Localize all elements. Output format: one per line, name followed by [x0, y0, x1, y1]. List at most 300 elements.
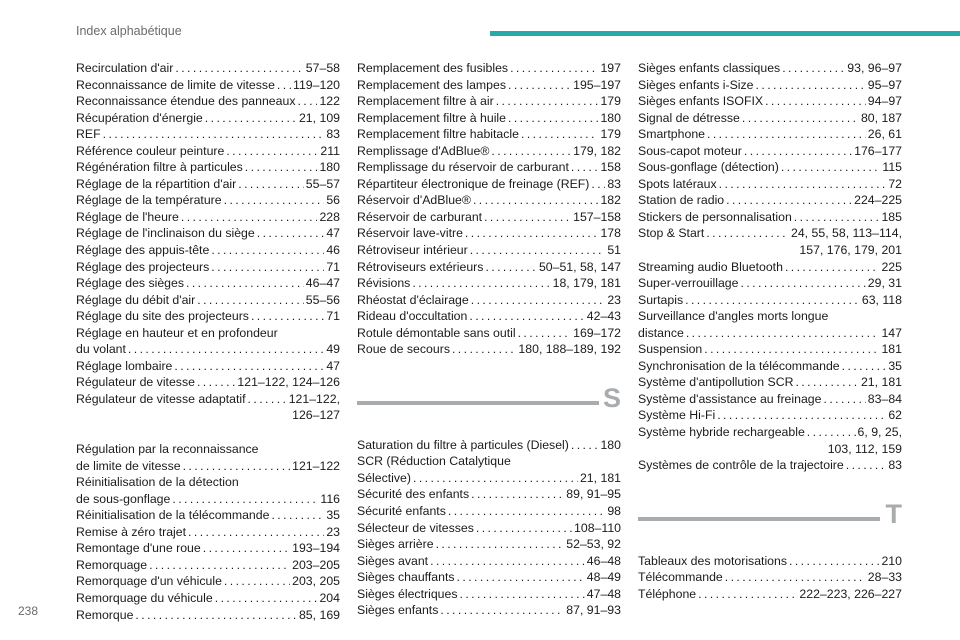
page-number: 238	[18, 604, 39, 618]
index-entry	[357, 77, 621, 94]
index-entry-line	[357, 586, 621, 603]
index-entry-line	[76, 126, 340, 143]
page-reference: 211	[320, 143, 340, 158]
index-entry	[357, 520, 621, 537]
index-term: Sièges enfants ISOFIX	[638, 94, 764, 109]
index-term: Réservoir de carburant	[357, 209, 483, 224]
index-term: Rétroviseurs extérieurs	[357, 259, 484, 274]
index-term: Smartphone	[638, 127, 705, 142]
index-entry	[357, 110, 621, 127]
index-entry	[638, 126, 902, 143]
index-entry-line	[638, 209, 902, 226]
dot-leader	[436, 536, 565, 553]
index-entry	[76, 374, 340, 391]
index-entry-line	[638, 77, 902, 94]
index-entry-line	[76, 391, 340, 408]
index-column-1	[76, 60, 340, 623]
index-entry-line	[357, 225, 621, 242]
dot-leader	[717, 407, 886, 424]
dot-leader	[571, 159, 599, 176]
dot-leader	[685, 292, 860, 309]
index-entry-line	[357, 209, 621, 226]
page-reference: 52–53, 92	[566, 537, 621, 552]
index-term: de limite de vitesse	[76, 458, 181, 473]
index-entry	[638, 308, 902, 341]
dot-leader	[226, 143, 318, 160]
index-entry	[357, 486, 621, 503]
index-term: Système hybride rechargeable	[638, 425, 805, 440]
index-term: Remplissage d'AdBlue®	[357, 143, 490, 158]
index-entry	[76, 143, 340, 160]
index-term: Signal de détresse	[638, 110, 740, 125]
index-entry-line	[76, 590, 340, 607]
section-rule	[638, 517, 880, 521]
index-entry-line	[76, 557, 340, 574]
index-term: Régulateur de vitesse	[76, 375, 195, 390]
index-entry	[357, 292, 621, 309]
index-term: Télécommande	[638, 570, 723, 585]
dot-leader	[785, 259, 880, 276]
page-reference: 179	[600, 94, 621, 109]
dot-leader	[485, 259, 537, 276]
index-entry	[638, 391, 902, 408]
index-term: Rétroviseur intérieur	[357, 243, 468, 258]
index-term: distance	[638, 325, 684, 340]
page-reference: 42–43	[586, 309, 621, 324]
page-reference: 23	[607, 292, 621, 307]
index-term: Réservoir lave-vitre	[357, 226, 463, 241]
index-entry	[638, 143, 902, 160]
page-reference: 71	[326, 259, 340, 274]
index-term: Rhéostat d'éclairage	[357, 292, 469, 307]
index-term: Roue de secours	[357, 342, 450, 357]
index-term: Réinitialisation de la télécommande	[76, 508, 270, 523]
dot-leader	[186, 275, 304, 292]
index-term: Sièges avant	[357, 553, 429, 568]
index-entry	[76, 176, 340, 193]
index-entry	[76, 391, 340, 424]
index-entry	[357, 553, 621, 570]
index-entry	[357, 341, 621, 358]
page-reference: 72	[888, 176, 902, 191]
index-term: Sélective)	[357, 470, 411, 485]
page-reference: 85, 169	[298, 607, 340, 622]
index-term: Sièges arrière	[357, 537, 434, 552]
dot-leader	[430, 553, 585, 570]
dot-leader	[412, 275, 550, 292]
page-reference: 47–48	[586, 586, 621, 601]
dot-leader	[188, 524, 324, 541]
index-term: Saturation du filtre à particules (Diesel)	[357, 437, 569, 452]
page-reference: 121–122, 124–126	[237, 375, 340, 390]
index-entry-line	[76, 358, 340, 375]
index-entry	[76, 325, 340, 358]
index-entry-line	[357, 93, 621, 110]
index-entry-line	[76, 474, 340, 491]
dot-leader	[742, 110, 859, 127]
index-entry	[638, 341, 902, 358]
dot-leader	[756, 77, 866, 94]
index-term: Réglage de l'heure	[76, 209, 179, 224]
dot-leader	[277, 77, 291, 94]
dot-leader	[719, 176, 887, 193]
page-reference: 93, 96–97	[847, 61, 902, 75]
index-term: Réservoir d'AdBlue®	[357, 193, 471, 208]
index-term: Remplacement filtre habitacle	[357, 127, 519, 142]
index-entry-line	[638, 126, 902, 143]
index-term: Remorquage du véhicule	[76, 590, 213, 605]
index-entry	[76, 192, 340, 209]
index-entry-line	[76, 60, 340, 77]
index-entry	[638, 358, 902, 375]
index-entry	[638, 176, 902, 193]
index-term: Remorque	[76, 607, 134, 622]
index-entry	[638, 569, 902, 586]
dot-leader	[469, 308, 584, 325]
dot-leader	[744, 143, 852, 160]
dot-leader	[740, 275, 865, 292]
dot-leader	[181, 209, 318, 226]
index-entry-line	[357, 437, 621, 454]
index-entry-line	[638, 110, 902, 127]
index-entry-line	[76, 176, 340, 193]
dot-leader	[698, 586, 797, 603]
index-entry	[357, 126, 621, 143]
index-entry-line	[76, 540, 340, 557]
dot-leader	[491, 143, 571, 160]
index-entry	[357, 93, 621, 110]
dot-leader	[175, 60, 303, 77]
page-reference-continuation: 126–127	[292, 408, 340, 423]
page-reference: 48–49	[586, 570, 621, 585]
index-entry	[357, 143, 621, 160]
dot-leader	[824, 391, 866, 408]
index-term: Réglage des appuis-tête	[76, 243, 210, 258]
page-reference: 83	[607, 176, 621, 191]
index-entry-line	[76, 225, 340, 242]
index-entry	[76, 275, 340, 292]
index-entry-line	[76, 573, 340, 590]
index-entry-line	[76, 159, 340, 176]
index-entry-line	[357, 325, 621, 342]
dot-leader	[205, 110, 297, 127]
page-reference: 71	[326, 309, 340, 324]
dot-leader	[726, 192, 852, 209]
page-reference: 203, 205	[292, 574, 340, 589]
index-term: Sièges électriques	[357, 586, 458, 601]
page-reference: 185	[881, 209, 902, 224]
page-reference: 21, 181	[860, 375, 902, 390]
index-entry-line	[638, 553, 902, 570]
index-term: Remplacement des fusibles	[357, 61, 509, 75]
index-entry	[76, 126, 340, 143]
index-entry-line	[638, 424, 902, 441]
index-entry	[76, 110, 340, 127]
index-term: Réglage des sièges	[76, 276, 185, 291]
index-term: Régulateur de vitesse adaptatif	[76, 391, 246, 406]
index-term: Surveillance d'angles morts longue	[638, 309, 829, 324]
page-reference: 80, 187	[860, 110, 902, 125]
index-term: Téléphone	[638, 586, 697, 601]
index-entry-line	[638, 325, 902, 342]
dot-leader	[518, 325, 572, 342]
index-entry-line	[76, 524, 340, 541]
index-entry	[357, 569, 621, 586]
index-entry-line	[357, 308, 621, 325]
page-reference: 169–172	[573, 325, 621, 340]
dot-leader	[183, 458, 291, 475]
index-entry	[357, 308, 621, 325]
index-entry	[357, 176, 621, 193]
dot-leader	[459, 586, 584, 603]
section-divider	[638, 491, 902, 543]
dot-leader	[215, 590, 318, 607]
page-reference: 35	[326, 508, 340, 523]
index-entry-line	[76, 507, 340, 524]
dot-leader	[789, 553, 879, 570]
index-term: Stop & Start	[638, 226, 705, 241]
index-entry	[357, 503, 621, 520]
page-reference: 49	[326, 342, 340, 357]
index-term: Super-verrouillage	[638, 276, 739, 291]
index-column-3	[638, 60, 902, 602]
index-entry-line	[638, 275, 902, 292]
page-reference: 179, 182	[573, 143, 621, 158]
page-reference: 46–48	[586, 553, 621, 568]
dot-leader	[452, 341, 516, 358]
index-term: Régénération filtre à particules	[76, 160, 243, 175]
dot-leader	[781, 159, 881, 176]
page-reference: 63, 118	[861, 292, 902, 307]
page-reference: 158	[600, 160, 621, 175]
entry-gap	[76, 424, 340, 441]
index-entry	[357, 275, 621, 292]
dot-leader	[149, 557, 290, 574]
page-reference: 57–58	[305, 61, 340, 75]
index-term: Remplacement filtre à huile	[357, 110, 506, 125]
dot-leader	[476, 520, 572, 537]
page-reference: 122	[319, 94, 340, 109]
dot-leader	[238, 176, 304, 193]
index-entry-line	[357, 110, 621, 127]
index-entry-line	[638, 159, 902, 176]
index-entry-line	[357, 159, 621, 176]
index-entry-line	[76, 292, 340, 309]
dot-leader	[686, 325, 880, 342]
index-entry	[638, 93, 902, 110]
dot-leader	[725, 569, 866, 586]
index-entry-line	[638, 192, 902, 209]
dot-leader	[846, 457, 887, 474]
dot-leader	[457, 569, 585, 586]
index-entry	[638, 553, 902, 570]
index-entry	[76, 573, 340, 590]
index-term: Systèmes de contrôle de la trajectoire	[638, 458, 844, 473]
index-entry-line	[638, 341, 902, 358]
page-reference-continuation: 103, 112, 159	[827, 441, 902, 456]
page-reference: 62	[888, 408, 902, 423]
index-entry	[76, 259, 340, 276]
index-entry-line	[357, 520, 621, 537]
index-entry	[357, 209, 621, 226]
page-reference: 28–33	[867, 570, 902, 585]
index-entry-line	[357, 242, 621, 259]
page-reference: 182	[600, 193, 621, 208]
page-reference: 180	[600, 437, 621, 452]
index-term: Réglage de la répartition d'air	[76, 176, 237, 191]
index-term: Spots latéraux	[638, 176, 717, 191]
page-reference: 83–84	[867, 391, 902, 406]
page-reference: 50–51, 58, 147	[538, 259, 621, 274]
index-entry	[638, 192, 902, 209]
index-term: Remorquage d'un véhicule	[76, 574, 222, 589]
page-reference-continuation: 157, 176, 179, 201	[799, 243, 902, 258]
page-reference: 193–194	[292, 541, 340, 556]
index-entry-line	[638, 391, 902, 408]
index-entry	[357, 602, 621, 619]
dot-leader	[465, 225, 599, 242]
index-entry-line	[357, 77, 621, 94]
index-entry	[76, 557, 340, 574]
index-entry-line	[357, 176, 621, 193]
index-entry	[357, 586, 621, 603]
index-entry	[76, 60, 340, 77]
index-term: Rideau d'occultation	[357, 309, 468, 324]
index-entry-line	[357, 292, 621, 309]
index-entry	[357, 225, 621, 242]
index-term: de sous-gonflage	[76, 491, 171, 506]
page-reference: 29, 31	[867, 276, 902, 291]
index-entry	[638, 159, 902, 176]
index-term: Sous-capot moteur	[638, 143, 742, 158]
index-entry	[638, 209, 902, 226]
index-entry-line	[76, 77, 340, 94]
page-reference: 24, 55, 58, 113–114,	[791, 226, 902, 241]
dot-leader	[197, 292, 304, 309]
index-term: Réglage de la température	[76, 193, 222, 208]
section-divider	[357, 375, 621, 427]
page-reference: 46	[326, 243, 340, 258]
index-entry-line	[357, 470, 621, 487]
index-entry	[357, 242, 621, 259]
index-entry-line	[76, 458, 340, 475]
index-entry-line	[638, 457, 902, 474]
dot-leader	[172, 491, 318, 508]
dot-leader	[211, 259, 324, 276]
index-entry-line	[357, 503, 621, 520]
page-reference: 55–56	[305, 292, 340, 307]
index-entry	[357, 536, 621, 553]
index-entry-line	[76, 275, 340, 292]
dot-leader	[271, 507, 324, 524]
dot-leader	[174, 358, 324, 375]
index-entry	[76, 93, 340, 110]
index-term: Sièges chauffants	[357, 570, 455, 585]
index-entry	[357, 60, 621, 77]
dot-leader	[782, 60, 845, 77]
dot-leader	[484, 209, 571, 226]
dot-leader	[103, 126, 325, 143]
index-entry	[357, 437, 621, 454]
index-term: Surtapis	[638, 292, 684, 307]
index-entry	[638, 275, 902, 292]
page-reference: 56	[326, 193, 340, 208]
index-entry-line	[638, 374, 902, 391]
index-term: Recirculation d'air	[76, 61, 174, 75]
page-reference: 21, 181	[579, 470, 621, 485]
index-entry	[76, 159, 340, 176]
index-entry-line	[357, 259, 621, 276]
page-reference: 116	[320, 491, 340, 506]
page-reference: 35	[888, 358, 902, 373]
index-term: Réinitialisation de la détection	[76, 475, 239, 490]
index-entry	[76, 242, 340, 259]
index-term: Station de radio	[638, 193, 725, 208]
index-term: Sécurité enfants	[357, 504, 446, 519]
index-term: Système d'antipollution SCR	[638, 375, 794, 390]
index-term: Régulation par la reconnaissance	[76, 442, 259, 457]
index-entry	[638, 586, 902, 603]
page-reference: 21, 109	[298, 110, 340, 125]
index-entry-line	[357, 275, 621, 292]
dot-leader	[257, 225, 325, 242]
dot-leader	[571, 437, 599, 454]
index-entry-line	[76, 93, 340, 110]
index-entry-line	[76, 209, 340, 226]
index-term: Réglage lombaire	[76, 358, 173, 373]
page-reference: 180	[319, 160, 340, 175]
index-entry	[638, 374, 902, 391]
index-term: Sécurité des enfants	[357, 487, 470, 502]
page-reference: 157–158	[573, 209, 621, 224]
index-term: Réglage en hauteur et en profondeur	[76, 325, 278, 340]
index-term: REF	[76, 127, 101, 142]
page-reference: 83	[888, 458, 902, 473]
dot-leader	[203, 540, 290, 557]
page-reference: 98	[607, 504, 621, 519]
index-entry-line	[76, 441, 340, 458]
index-term: SCR (Réduction Catalytique	[357, 454, 511, 469]
index-term: Sélecteur de vitesses	[357, 520, 474, 535]
index-entry-line	[76, 259, 340, 276]
index-entry	[638, 259, 902, 276]
index-entry-line	[638, 93, 902, 110]
index-entry-line	[357, 602, 621, 619]
dot-leader	[795, 374, 859, 391]
index-term: Remise à zéro trajet	[76, 524, 187, 539]
index-entry-line	[76, 341, 340, 358]
index-entry	[638, 457, 902, 474]
index-entry-line	[638, 586, 902, 603]
index-entry	[638, 225, 902, 258]
index-term: Sièges enfants classiques	[638, 61, 781, 75]
index-term: Stickers de personnalisation	[638, 209, 792, 224]
index-entry	[76, 358, 340, 375]
page-reference: 147	[881, 325, 902, 340]
index-entry-line	[357, 341, 621, 358]
index-entry-line	[357, 143, 621, 160]
index-entry	[638, 110, 902, 127]
dot-leader	[128, 341, 324, 358]
index-entry-line	[76, 374, 340, 391]
index-entry-line	[638, 292, 902, 309]
index-entry-line	[638, 259, 902, 276]
index-term: Sièges enfants	[357, 603, 439, 618]
page-reference: 94–97	[867, 94, 902, 109]
index-entry	[357, 259, 621, 276]
dot-leader	[135, 607, 297, 624]
page-reference: 222–223, 226–227	[799, 586, 902, 601]
